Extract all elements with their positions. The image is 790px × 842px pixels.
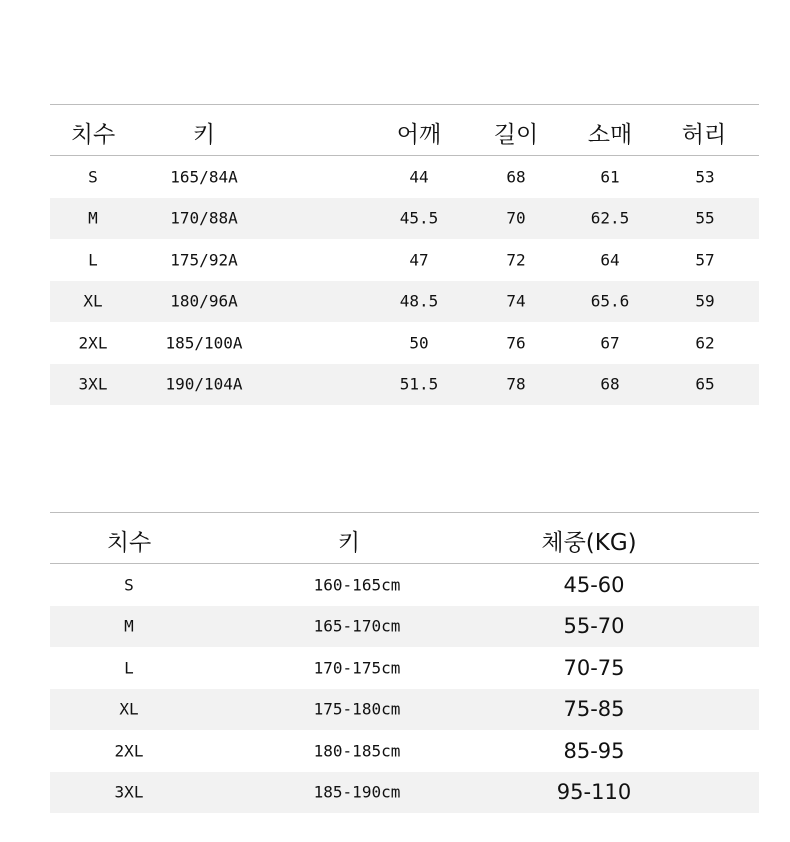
cell-length: 72 [506,250,526,270]
table-row [50,647,759,689]
cell-length: 78 [506,374,526,394]
cell-shoulder: 51.5 [399,374,439,394]
cell-size: S [124,575,134,595]
col-height: 키 [192,122,216,148]
col-size: 치수 [70,122,116,148]
cell-waist: 62 [695,333,715,353]
cell-size: XL [119,699,139,719]
table-row [50,772,759,814]
cell-size: XL [83,291,103,311]
cell-height-range: 160-165cm [313,575,401,595]
cell-size: 3XL [114,782,144,802]
table-row [50,198,759,240]
cell-sleeve: 68 [600,374,620,394]
cell-shoulder: 50 [409,333,429,353]
cell-weight-range: 85-95 [563,738,625,763]
cell-weight-range: 45-60 [563,572,625,597]
cell-height-range: 170-175cm [313,658,401,678]
cell-sleeve: 67 [600,333,620,353]
cell-height-range: 165-170cm [313,616,401,636]
cell-waist: 53 [695,167,715,187]
measurement-table-header [50,104,759,156]
cell-weight-range: 70-75 [563,655,625,680]
table-row [50,281,759,323]
cell-size: L [124,658,134,678]
cell-shoulder: 48.5 [399,291,439,311]
cell-sleeve: 62.5 [590,208,630,228]
col-weight: 체중(KG) [541,530,637,556]
table-row [50,156,759,198]
cell-length: 76 [506,333,526,353]
table-row [50,364,759,406]
cell-height: 175/92A [170,250,238,270]
cell-length: 74 [506,291,526,311]
table-row [50,606,759,648]
cell-size: M [88,208,98,228]
col-size: 치수 [106,530,152,556]
cell-waist: 65 [695,374,715,394]
cell-weight-range: 55-70 [563,614,625,639]
cell-height-range: 185-190cm [313,782,401,802]
table-row [50,322,759,364]
col-waist: 허리 [681,122,727,148]
size-recommendation-table [50,512,759,813]
cell-size: S [88,167,98,187]
cell-weight-range: 95-110 [556,780,632,805]
col-sleeve: 소매 [587,122,633,148]
cell-size: 2XL [114,741,144,761]
cell-height: 185/100A [165,333,243,353]
cell-waist: 55 [695,208,715,228]
cell-height: 180/96A [170,291,238,311]
cell-sleeve: 64 [600,250,620,270]
cell-size: M [124,616,134,636]
cell-size: L [88,250,98,270]
cell-sleeve: 61 [600,167,620,187]
cell-height: 165/84A [170,167,238,187]
cell-shoulder: 47 [409,250,429,270]
table-row [50,689,759,731]
table-row [50,239,759,281]
table-row [50,730,759,772]
cell-shoulder: 45.5 [399,208,439,228]
col-shoulder: 어깨 [396,122,442,148]
cell-weight-range: 75-85 [563,697,625,722]
cell-length: 68 [506,167,526,187]
cell-length: 70 [506,208,526,228]
cell-height-range: 180-185cm [313,741,401,761]
size-recommendation-table-header [50,512,759,564]
col-length: 길이 [493,122,539,148]
measurement-table [50,104,759,405]
cell-height: 170/88A [170,208,238,228]
cell-waist: 59 [695,291,715,311]
cell-waist: 57 [695,250,715,270]
table-row [50,564,759,606]
cell-height: 190/104A [165,374,243,394]
cell-sleeve: 65.6 [590,291,630,311]
cell-size: 2XL [78,333,108,353]
cell-shoulder: 44 [409,167,429,187]
cell-height-range: 175-180cm [313,699,401,719]
cell-size: 3XL [78,374,108,394]
col-height: 키 [337,530,361,556]
